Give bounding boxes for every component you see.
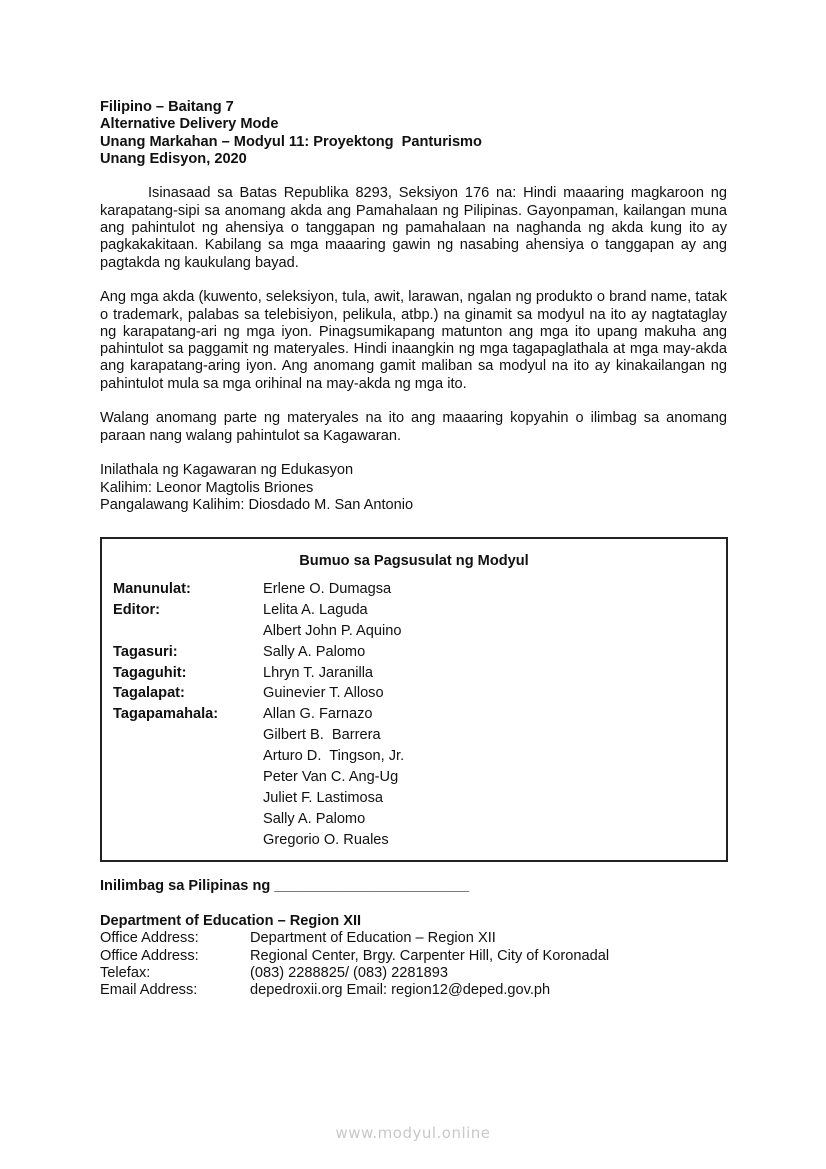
credits-list: [113, 579, 404, 851]
credit-row: [113, 809, 404, 830]
credit-row: [113, 704, 404, 725]
contact-label: Office Address:: [100, 947, 199, 964]
credit-row: [113, 683, 404, 704]
subject-grade: Filipino – Baitang 7: [100, 99, 234, 115]
credit-row: [113, 579, 404, 600]
credit-role: [113, 621, 263, 642]
publisher-block: [100, 462, 727, 514]
delivery-mode: Alternative Delivery Mode: [100, 116, 279, 133]
contact-value: depedroxii.org Email: region12@deped.gov.ph: [250, 982, 551, 999]
credit-name: Albert John P. Aquino: [263, 622, 402, 639]
credit-name: Guinevier T. Alloso: [263, 685, 384, 702]
credit-role: [113, 746, 263, 767]
credit-name: Gregorio O. Ruales: [263, 831, 389, 848]
copyright-paragraph-2: Ang mga akda (kuwento, seleksiyon, tula, awit, larawan, ngalan ng produkto o brand name, tatak o trademark, palabas sa telebisiyon, pelikula, atbp.) na ginamit sa modyul na ito ay nagtataglay ng karapatang-ari ng mga iyon. Pinagsumikapang matunton ang mga ito upang makuha ang pahintulot sa paggamit ng materyales. Hindi inaangkin ng mga tagapaglathala at mga may-akda ang karapatang-aring iyon. Ang anomang gamit maliban sa modyul na ito ay kinakailangan ng pahintulot mula sa mga orihinal na may-akda ng mga ito.: [100, 289, 727, 392]
credit-row: [113, 767, 404, 788]
contact-row: [100, 930, 609, 947]
credit-name: Arturo D. Tingson, Jr.: [263, 748, 405, 765]
credit-row: [113, 788, 404, 809]
credit-row: [113, 663, 404, 684]
credits-title: Bumuo sa Pagsusulat ng Modyul: [299, 553, 529, 569]
contact-value: Department of Education – Region XII: [250, 930, 496, 947]
credit-role: Tagalapat:: [113, 685, 185, 702]
contact-label: Email Address:: [100, 982, 198, 999]
watermark: www.modyul.online: [335, 1124, 491, 1142]
credit-name: Sally A. Palomo: [263, 643, 366, 660]
contact-label: Office Address:: [100, 930, 199, 947]
credit-name: Lelita A. Laguda: [263, 601, 368, 618]
credit-row: [113, 725, 404, 746]
credit-role: Tagapamahala:: [113, 706, 219, 723]
edition: Unang Edisyon, 2020: [100, 150, 247, 167]
secretary-line: Kalihim: Leonor Magtolis Briones: [100, 479, 314, 496]
deped-region-title: Department of Education – Region XII: [100, 913, 362, 929]
credit-name: Sally A. Palomo: [263, 810, 366, 827]
credit-role: [113, 809, 263, 830]
credit-role: [113, 788, 263, 809]
deped-contact-block: [100, 913, 609, 999]
credit-row: [113, 830, 404, 851]
credit-role: [113, 725, 263, 746]
copyright-paragraph-1: Isinasaad sa Batas Republika 8293, Seksiyon 176 na: Hindi maaaring magkaroon ng karapatang-sipi sa anomang akda ang Pamahalaan ng Pilipinas. Gayonpaman, kailangan muna ang pahintulot ng ahensiya o tanggapan ng pamahalaan na naghanda ng akda kung ito ay pagkakakitaan. Kabilang sa mga maaaring gawin ng nasabing ahensiya o tanggapan ay ang pagtakda ng kaukulang bayad.: [100, 185, 727, 271]
credit-row: [113, 600, 404, 621]
credits-box: [100, 537, 728, 862]
credit-name: Lhryn T. Jaranilla: [263, 664, 374, 681]
credit-name: Erlene O. Dumagsa: [263, 581, 392, 597]
credit-name: Peter Van C. Ang-Ug: [263, 769, 399, 786]
credit-role: Tagasuri:: [113, 643, 178, 660]
copyright-paragraph-3: Walang anomang parte ng materyales na ito ang maaaring kopyahin o ilimbag sa anomang paraan nang walang pahintulot sa Kagawaran.: [100, 410, 727, 444]
credit-row: [113, 621, 404, 642]
credit-role: Tagaguhit:: [113, 664, 187, 681]
credit-role: [113, 767, 263, 788]
publisher-line: Inilathala ng Kagawaran ng Edukasyon: [100, 462, 354, 479]
credit-role: Editor:: [113, 601, 161, 618]
contact-value: (083) 2288825/ (083) 2281893: [250, 964, 448, 981]
document-page: [100, 99, 727, 514]
contact-label: Telefax:: [100, 964, 151, 981]
contact-row: [100, 948, 609, 965]
credit-role: Manunulat:: [113, 581, 191, 597]
credit-row: [113, 746, 404, 767]
quarter-module: Unang Markahan – Modyul 11: Proyektong Panturismo: [100, 133, 482, 150]
module-title-block: [100, 99, 727, 168]
credit-role: [113, 830, 263, 851]
credit-name: Gilbert B. Barrera: [263, 727, 381, 744]
credit-row: [113, 642, 404, 663]
credit-name: Allan G. Farnazo: [263, 706, 373, 723]
contact-value: Regional Center, Brgy. Carpenter Hill, City of Koronadal: [250, 947, 610, 964]
credit-name: Juliet F. Lastimosa: [263, 789, 384, 806]
undersecretary-line: Pangalawang Kalihim: Diosdado M. San Antonio: [100, 496, 414, 513]
contact-row: [100, 965, 609, 982]
printed-in-line: Inilimbag sa Pilipinas ng ________________________: [100, 878, 470, 894]
contact-row: [100, 982, 609, 999]
